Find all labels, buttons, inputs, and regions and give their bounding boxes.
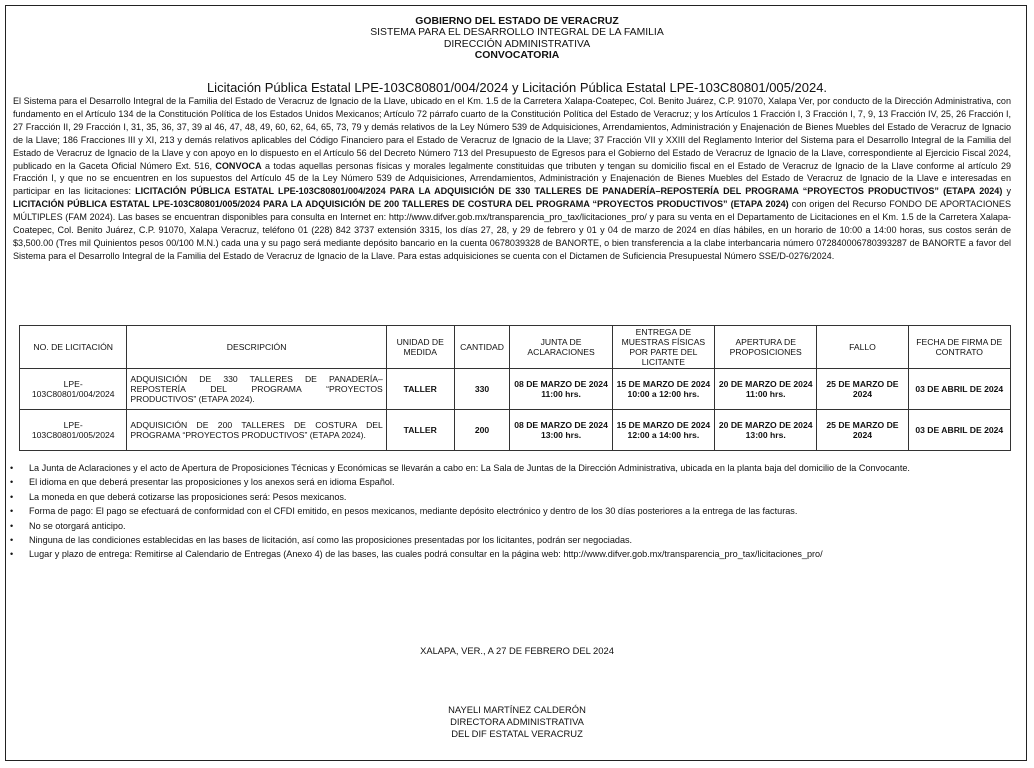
col-header-contract-date: FECHA DE FIRMA DE CONTRATO xyxy=(908,326,1010,369)
meeting-date: 08 DE MARZO DE 2024 xyxy=(514,379,608,389)
list-item xyxy=(10,505,1010,518)
list-item-text: Lugar y plazo de entrega: Remitirse al Calendario de Entregas (Anexo 4) de las bases, las cuales podrá consultar en la página web: http://www.difver.gob.mx/transparencia_pro_tax/licitaciones_pro/ xyxy=(29,549,823,560)
col-header-unit: UNIDAD DE MEDIDA xyxy=(386,326,454,369)
col-header-description: DESCRIPCIÓN xyxy=(127,326,386,369)
col-header-ruling: FALLO xyxy=(817,326,908,369)
cell-tender-number: LPE-103C80801/004/2024 xyxy=(20,369,127,410)
page-title: Licitación Pública Estatal LPE-103C80801/004/2024 y Licitación Pública Estatal LPE-103C80801/005/2024. xyxy=(206,80,828,95)
col-header-quantity: CANTIDAD xyxy=(454,326,510,369)
list-item-text: Forma de pago: El pago se efectuará de conformidad con el CFDI emitido, en pesos mexicanos, mediante depósito electrónico y dentro de los 30 días posteriores a la entrega de las facturas. xyxy=(29,506,798,517)
body-convoca: CONVOCA xyxy=(215,160,262,171)
bullet-icon: • xyxy=(10,463,14,473)
body-invitation: a todas aquellas personas físicas y morales legalmente constituidas que tributen y tengan su domicilio fiscal en el Estado de Veracruz de Ignacio de la Llave conforme al artículo 29 Fracción I, y que no se encuentren en los supuestos del Artículo 45 de la Ley Número 539 de Adquisiciones, Arrendamientos, Administración y Enajenación de Bienes Muebles del Estado de Veracruz de Ignacio de la Llave e interesadas en participar en las licitaciones: xyxy=(13,160,1012,197)
opening-date: 20 DE MARZO DE 2024 xyxy=(718,420,813,430)
col-header-clarification-meeting: JUNTA DE ACLARACIONES xyxy=(510,326,612,369)
signature-block xyxy=(0,704,1034,739)
cell-tender-number: LPE-103C80801/005/2024 xyxy=(20,410,127,451)
table-row xyxy=(20,369,1011,410)
list-item-text: La Junta de Aclaraciones y el acto de Apertura de Proposiciones Técnicas y Económicas se llevarán a cabo en: La Sala de Juntas de la Dirección Administrativa, ubicada en la planta baja del domicilio de la Convocante. xyxy=(29,463,910,473)
list-item xyxy=(10,520,1010,533)
meeting-time: 11:00 hrs. xyxy=(541,389,581,399)
delivery-date: 15 DE MARZO DE 2024 xyxy=(616,379,711,389)
delivery-time: 10:00 a 12:00 hrs. xyxy=(627,389,700,399)
cell-proposal-opening xyxy=(715,410,817,451)
cell-contract-date: 03 DE ABRIL DE 2024 xyxy=(908,369,1010,410)
agency-name: SISTEMA PARA EL DESARROLLO INTEGRAL DE LA FAMILIA xyxy=(370,27,664,39)
conditions-list xyxy=(10,462,1010,563)
department-name: DIRECCIÓN ADMINISTRATIVA xyxy=(443,38,591,50)
table-row xyxy=(20,410,1011,451)
cell-ruling: 25 DE MARZO DE 2024 xyxy=(817,410,908,451)
delivery-time: 12:00 a 14:00 hrs. xyxy=(627,430,700,440)
bullet-icon: • xyxy=(10,549,14,560)
delivery-date: 15 DE MARZO DE 2024 xyxy=(616,420,711,430)
col-header-sample-delivery: ENTREGA DE MUESTRAS FÍSICAS POR PARTE DEL LICITANTE xyxy=(612,326,714,369)
body-intro: El Sistema para el Desarrollo Integral de la Familia del Estado de Veracruz de Ignacio de la Llave, ubicado en el Km. 1.5 de la Carretera Xalapa-Coatepec, Col. Benito Juárez, C.P. 91070, Xalapa Ver, por conducto de la Dirección Administrativa, con fundamento en el Artículo 134 de la Constitución Política de los Estados Unidos Mexicanos; Artículo 72 párrafo cuarto de la Constitución Política del Estado de Veracruz; y los Artículos 1 Fracción I, 3 Fracción I, 7, 9, 13 Fracción IV, 25, 26 Fracción I, 27 Fracción II, 29 Fracción I, 31, 35, 36, 37, 39 al 46, 47, 48, 49, 60, 62, 64, 65, 73, 79 y demás relativos de la Ley Número 539 de Adquisiciones, Arrendamientos, Administración y Enajenación de Bienes Muebles del Estado de Veracruz de Ignacio de la Llave; 186 Fracciones III y XI, 213 y demás relativos aplicables del Código Financiero para el Estado de Veracruz de Ignacio de la Llave; 37 Fracción VII y XXIII del Reglamento Interior del Sistema para el Desarrollo Integral de la Familia del Estado de Veracruz de Ignacio de la Llave y con apoyo en lo dispuesto en el Artículo 56 del Decreto Número 713 del Presupuesto de Egresos para el Gobierno del Estado de Veracruz de Ignacio de la Llave, correspondiente al Ejercicio Fiscal 2024, publicado en la Gaceta Oficial Número Ext. 516, xyxy=(13,96,1011,171)
cell-contract-date: 03 DE ABRIL DE 2024 xyxy=(908,410,1010,451)
list-item-text: El idioma en que deberá presentar las proposiciones y los anexos será en idioma Español. xyxy=(29,477,395,488)
cell-unit: TALLER xyxy=(386,410,454,451)
list-item xyxy=(10,462,1010,475)
cell-proposal-opening xyxy=(715,369,817,410)
meeting-time: 13:00 hrs. xyxy=(540,430,582,440)
cell-description: ADQUISICIÓN DE 200 TALLERES DE COSTURA DEL PROGRAMA “PROYECTOS PRODUCTIVOS” (ETAPA 2024). xyxy=(127,410,386,451)
cell-quantity: 200 xyxy=(454,410,510,451)
bullet-icon: • xyxy=(10,520,14,531)
opening-date: 20 DE MARZO DE 2024 xyxy=(718,379,813,389)
col-header-number: NO. DE LICITACIÓN xyxy=(20,326,127,369)
cell-ruling: 25 DE MARZO DE 2024 xyxy=(817,369,908,410)
col-header-proposal-opening: APERTURA DE PROPOSICIONES xyxy=(715,326,817,369)
list-item xyxy=(10,534,1010,547)
body-details: con origen del Recurso FONDO DE APORTACIONES MÚLTIPLES (FAM 2024). Las bases se encuentran disponibles para consulta en Internet en: http://www.difver.gob.mx/transparencia_pro_tax/licitaciones_pro/ y para su venta en el Departamento de Licitaciones en el Km. 1.5 de la Carretera Xalapa-Coatepec, Col. Benito Juárez, C.P. 91070, Xalapa Veracruz, teléfono 01 (228) 842 3737 extensión 3315, los días 27, 28, y 29 de febrero y 01 y 04 de marzo de 2024 en días hábiles, en un horario de 10:00 a 14:00 horas, sus costos serán de $3,500.00 (Tres mil Quinientos pesos 00/100 M.N.) cada una y su pago será mediante depósito bancario en la cuenta 0678039328 de BANORTE, o bien transferencia a la clabe interbancaria número 072840006780393287 de BANORTE a favor del Sistema para el Desarrollo Integral de la Familia del Estado de Veracruz de Ignacio de la Llave. Para estas adquisiciones se cuenta con el Dictamen de Suficiencia Presupuestal Número SSE/D-0276/2024. xyxy=(13,199,1011,261)
opening-time: 11:00 hrs. xyxy=(745,389,786,399)
meeting-date: 08 DE MARZO DE 2024 xyxy=(514,420,608,430)
signer-position: DIRECTORA ADMINISTRATIVA xyxy=(450,715,584,727)
bullet-icon: • xyxy=(10,491,14,502)
list-item-text: La moneda en que deberá cotizarse las proposiciones será: Pesos mexicanos. xyxy=(29,491,347,502)
signer-office: DEL DIF ESTATAL VERACRUZ xyxy=(451,727,583,739)
cell-sample-delivery xyxy=(612,369,714,410)
list-item xyxy=(10,476,1010,489)
cell-description: ADQUISICIÓN DE 330 TALLERES DE PANADERÍA–REPOSTERÍA DEL PROGRAMA “PROYECTOS PRODUCTIVOS” (ETAPA 2024). xyxy=(127,369,386,410)
cell-clarification-meeting xyxy=(510,369,612,410)
body-tender-2: LICITACIÓN PÚBLICA ESTATAL LPE-103C80801/005/2024 PARA LA ADQUISICIÓN DE 200 TALLERES DE COSTURA DEL PROGRAMA “PROYECTOS PRODUCTIVOS” (ETAPA 2024) xyxy=(13,199,789,210)
body-tender-1: LICITACIÓN PÚBLICA ESTATAL LPE-103C80801/004/2024 PARA LA ADQUISICIÓN DE 330 TALLERES DE PANADERÍA–REPOSTERÍA DEL PROGRAMA “PROYECTOS PRODUCTIVOS” (ETAPA 2024) xyxy=(135,186,1003,197)
header-block xyxy=(0,16,1034,62)
government-name: GOBIERNO DEL ESTADO DE VERACRUZ xyxy=(415,16,619,27)
place-and-date: XALAPA, VER., A 27 DE FEBRERO DEL 2024 xyxy=(420,645,614,656)
tender-schedule-table xyxy=(19,325,1011,451)
cell-unit: TALLER xyxy=(386,369,454,410)
bullet-icon: • xyxy=(10,535,14,546)
table-header-row xyxy=(20,326,1011,369)
cell-quantity: 330 xyxy=(454,369,510,410)
list-item-text: Ninguna de las condiciones establecidas en las bases de licitación, así como las proposiciones presentadas por los licitantes, podrán ser negociadas. xyxy=(29,535,633,546)
bullet-icon: • xyxy=(10,477,14,488)
body-and: y xyxy=(1006,186,1012,197)
cell-sample-delivery xyxy=(612,410,714,451)
list-item xyxy=(10,548,1010,561)
cell-clarification-meeting xyxy=(510,410,612,451)
list-item-text: No se otorgará anticipo. xyxy=(29,520,126,531)
list-item xyxy=(10,491,1010,504)
bullet-icon: • xyxy=(10,506,14,517)
signer-name: NAYELI MARTÍNEZ CALDERÓN xyxy=(448,704,586,715)
opening-time: 13:00 hrs. xyxy=(745,430,786,440)
document-type: CONVOCATORIA xyxy=(474,50,560,62)
call-body-paragraph xyxy=(13,95,1011,263)
